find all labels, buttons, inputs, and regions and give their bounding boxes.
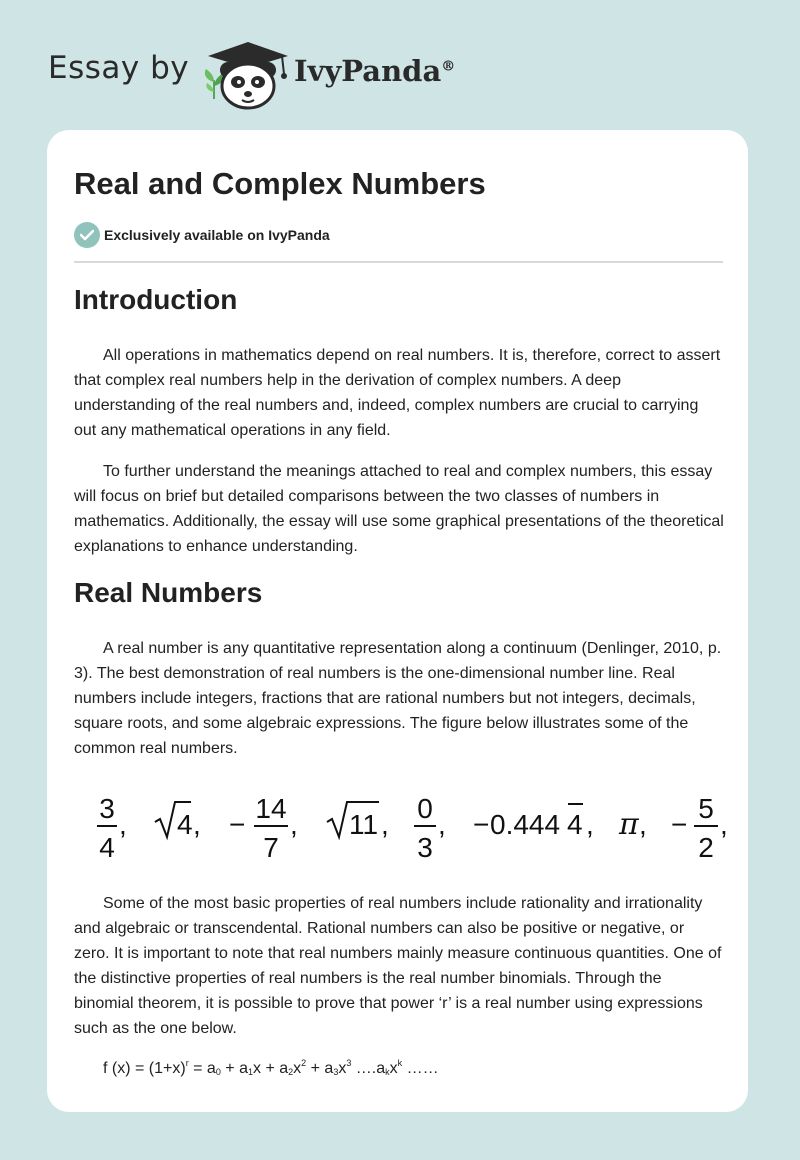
registered-mark: ® xyxy=(441,58,456,75)
formula-part: ….a xyxy=(351,1060,386,1077)
site-header xyxy=(0,0,800,130)
formula-exponent: 2 xyxy=(301,1058,307,1068)
brand-text: IvyPanda xyxy=(294,54,442,88)
fraction-denominator: 4 xyxy=(99,832,115,863)
formula-subscript: 3 xyxy=(333,1067,339,1077)
formula-part: f (x) = (1+x) xyxy=(103,1060,186,1077)
formula-part: x xyxy=(338,1060,347,1077)
formula-subscript: 2 xyxy=(288,1067,294,1077)
minus-sign: − xyxy=(229,809,246,840)
comma: , xyxy=(193,809,201,840)
fraction-denominator: 3 xyxy=(417,832,433,863)
formula-part: x xyxy=(293,1060,302,1077)
formula-exponent: k xyxy=(397,1058,403,1068)
section-heading-introduction: Introduction xyxy=(74,284,238,315)
fraction-numerator: 3 xyxy=(99,793,115,824)
minus-sign: − xyxy=(473,809,490,840)
formula-part: x xyxy=(389,1060,398,1077)
repeating-digit: 4 xyxy=(567,809,583,840)
badge-text: Exclusively available on IvyPanda xyxy=(104,227,330,243)
real-numbers-paragraph-1: A real number is any quantitative representation along a continuum (Denlinger, 2010, p. 3). The best demonstration of real numbers is the one-dimensional number line. Real numbers include integers, fractions that are rational numbers but not integers, decimals, square roots, and some algebraic expressions. The figure below illustrates some of the common real numbers. xyxy=(74,640,722,757)
binomial-formula xyxy=(103,1058,439,1078)
intro-paragraph-1: All operations in mathematics depend on real numbers. It is, therefore, correct to assert that complex real numbers help in the derivation of complex numbers. A deep understanding of the real numbers and, indeed, complex numbers are crucial to carrying out any mathematical operations in any field. xyxy=(74,347,721,439)
comma: , xyxy=(290,809,298,840)
section-heading-real-numbers: Real Numbers xyxy=(74,577,263,608)
fraction-numerator: 0 xyxy=(417,793,433,824)
comma: , xyxy=(119,809,127,840)
panda-logo-icon xyxy=(206,40,290,110)
essay-by-text: Essay by xyxy=(48,50,190,86)
brand-name xyxy=(294,54,455,88)
fraction-numerator: 5 xyxy=(698,793,714,824)
real-numbers-figure xyxy=(87,782,737,872)
decimal-value: 0.444 xyxy=(490,809,561,840)
formula-exponent: r xyxy=(185,1058,189,1068)
title-divider xyxy=(74,261,723,263)
formula-part: = a xyxy=(188,1060,216,1077)
formula-subscript: 1 xyxy=(247,1067,253,1077)
formula-part: + a xyxy=(306,1060,334,1077)
fraction-numerator: 14 xyxy=(255,793,287,824)
comma: , xyxy=(381,809,389,840)
formula-part: x + a xyxy=(253,1060,289,1077)
intro-paragraph-2: To further understand the meanings attached to real and complex numbers, this essay will focus on brief but detailed comparisons between the two classes of numbers in mathematics. Additionally, the essay will use some graphical presentations of the theoretical explanations to enhance understanding. xyxy=(74,463,724,555)
comma: , xyxy=(586,809,594,840)
comma: , xyxy=(720,809,728,840)
fraction-denominator: 2 xyxy=(698,832,714,863)
essay-card xyxy=(47,130,748,1112)
check-circle-icon xyxy=(74,222,100,248)
minus-sign: − xyxy=(671,809,688,840)
formula-part: + a xyxy=(220,1060,248,1077)
formula-part: …… xyxy=(402,1060,439,1077)
comma: , xyxy=(438,809,446,840)
formula-subscript: 0 xyxy=(215,1067,221,1077)
radicand: 11 xyxy=(349,809,379,840)
fraction-denominator: 7 xyxy=(263,832,279,863)
page-title: Real and Complex Numbers xyxy=(74,166,486,201)
pi-symbol: π xyxy=(619,807,639,842)
radicand: 4 xyxy=(177,809,193,840)
formula-subscript: k xyxy=(385,1067,390,1077)
comma: , xyxy=(639,809,647,840)
formula-exponent: 3 xyxy=(346,1058,352,1068)
real-numbers-paragraph-2: Some of the most basic properties of real numbers include rationality and irrationality and algebraic or transcendental. Rational numbers can also be positive or negative, or zero. It is important to note that real numbers mainly measure continuous quantities. One of the distinctive properties of real numbers is the real number binomials. Through the binomial theorem, it is possible to prove that power ‘r’ is a real number using expressions such as the one below. xyxy=(74,895,722,1037)
